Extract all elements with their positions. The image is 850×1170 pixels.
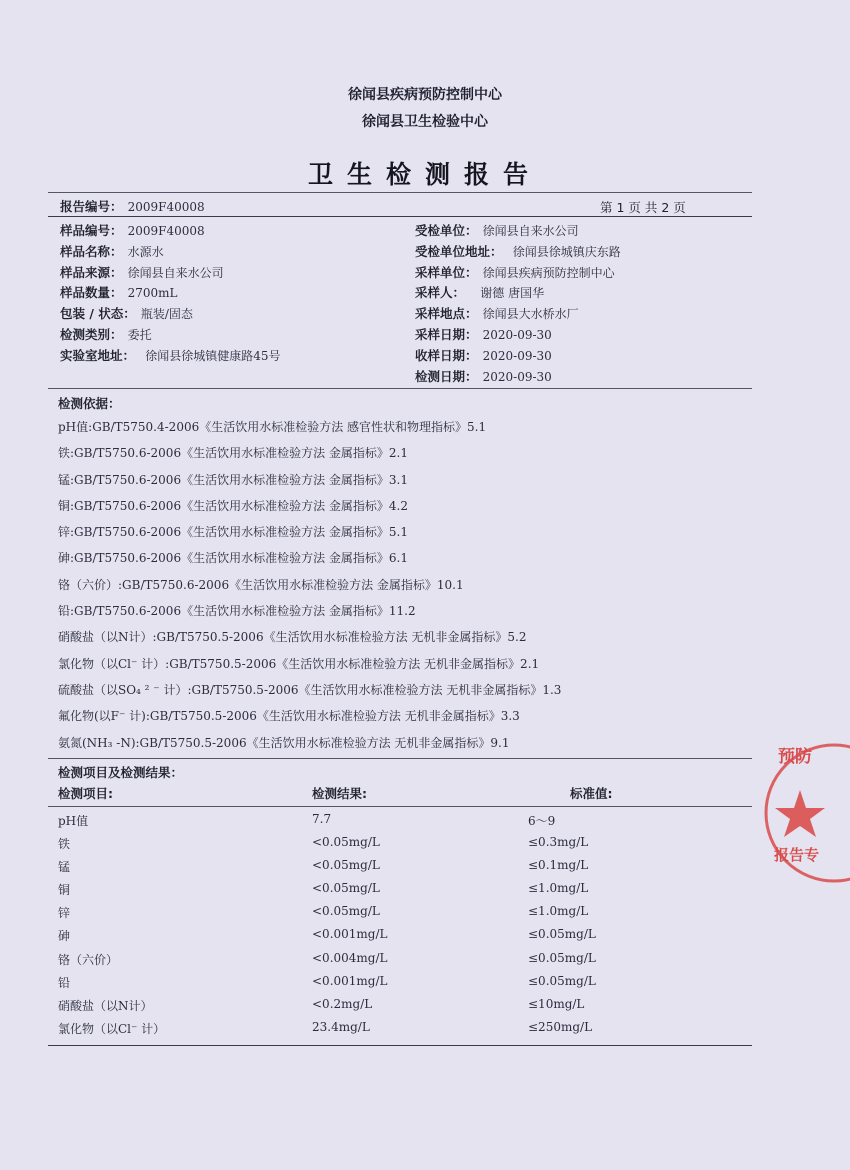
table-row: 锌 <0.05mg/L ≤1.0mg/L [58,904,589,921]
info-row: 样品名称： 水源水 [60,243,164,259]
table-row: 锰 <0.05mg/L ≤0.1mg/L [58,858,589,875]
top-rule [48,192,752,193]
info-row: 检测类别： 委托 [60,326,152,342]
col-header-item: 检测项目: [58,786,113,801]
info-row: 样品来源： 徐闻县自来水公司 [60,264,224,280]
table-row: 铅 <0.001mg/L ≤0.05mg/L [58,973,596,990]
report-number [60,196,205,215]
basis-title: 检测依据： [58,396,121,411]
official-seal-stamp [752,728,850,898]
report-number-label: 报告编号： [60,199,123,214]
results-header-rule [48,806,752,808]
info-row: 实验室地址： 徐闻县徐城镇健康路45号 [60,347,281,363]
results-title: 检测项目及检测结果： [58,765,184,780]
info-row: 采样日期： 2020-09-30 [415,326,552,342]
org-name-primary: 徐闻县疾病预防控制中心 [348,87,502,103]
basis-item: 氨氮(NH₃ -N):GB/T5750.5-2006《生活饮用水标准检验方法 无机非金属指标》9.1 [58,735,510,750]
table-row: 铬（六价） <0.004mg/L ≤0.05mg/L [58,950,596,967]
sample-info-left [60,220,280,366]
basis-item: 氯化物（以Cl⁻ 计）:GB/T5750.5-2006《生活饮用水标准检验方法 无机非金属指标》2.1 [58,656,540,671]
col-header-result: 检测结果: [312,786,367,801]
sample-info-right [415,220,621,386]
page-indicator: 第 1 页 共 2 页 [600,200,686,215]
table-row: pH值 7.7 6～9 [58,812,556,828]
bottom-rule [48,1045,752,1046]
results-table [58,784,758,1043]
table-row: 砷 <0.001mg/L ≤0.05mg/L [58,927,596,944]
table-row: 氯化物（以Cl⁻ 计） 23.4mg/L ≤250mg/L [58,1019,593,1036]
info-row: 受检单位： 徐闻县自来水公司 [415,223,579,238]
info-row: 检测日期： 2020-09-30 [415,368,552,384]
basis-item: 铬（六价）:GB/T5750.6-2006《生活饮用水标准检验方法 金属指标》10.1 [58,577,464,592]
report-number-value: 2009F40008 [127,200,205,214]
seal-star-icon [775,790,825,837]
basis-item: 锰:GB/T5750.6-2006《生活饮用水标准检验方法 金属指标》3.1 [58,472,408,487]
basis-item: 铁:GB/T5750.6-2006《生活饮用水标准检验方法 金属指标》2.1 [58,446,408,461]
basis-item: 氟化物(以F⁻ 计):GB/T5750.5-2006《生活饮用水标准检验方法 无机非金属指标》3.3 [58,709,520,724]
basis-item: 铜:GB/T5750.6-2006《生活饮用水标准检验方法 金属指标》4.2 [58,498,408,513]
report-title: 卫生检测报告 [307,160,542,189]
table-row: 铁 <0.05mg/L ≤0.3mg/L [58,835,589,852]
table-row: 铜 <0.05mg/L ≤1.0mg/L [58,881,589,898]
info-row: 样品数量： 2700mL [60,285,178,301]
col-header-standard: 标准值: [570,786,613,801]
basis-rule [48,388,752,389]
header-rule [48,216,752,217]
basis-item: 锌:GB/T5750.6-2006《生活饮用水标准检验方法 金属指标》5.1 [58,525,408,540]
info-row: 收样日期： 2020-09-30 [415,347,552,363]
basis-list [58,418,561,760]
org-name-secondary: 徐闻县卫生检验中心 [362,114,488,130]
seal-text-top: 预防 [778,747,812,767]
info-row: 采样单位： 徐闻县疾病预防控制中心 [415,264,615,280]
basis-item: 硝酸盐（以N计）:GB/T5750.5-2006《生活饮用水标准检验方法 无机非金属指标》5.2 [58,630,527,645]
basis-item: 铅:GB/T5750.6-2006《生活饮用水标准检验方法 金属指标》11.2 [58,604,416,619]
basis-item: pH值:GB/T5750.4-2006《生活饮用水标准检验方法 感官性状和物理指标》5.1 [58,420,487,434]
table-row: 硝酸盐（以N计） <0.2mg/L ≤10mg/L [58,996,585,1013]
info-row: 采样地点： 徐闻县大水桥水厂 [415,306,579,322]
basis-item: 硫酸盐（以SO₄ ² ⁻ 计）:GB/T5750.5-2006《生活饮用水标准检验方法 无机非金属指标》1.3 [58,682,562,697]
basis-item: 砷:GB/T5750.6-2006《生活饮用水标准检验方法 金属指标》6.1 [58,551,408,566]
info-row: 采样人： 谢德 唐国华 [415,285,545,301]
info-row: 受检单位地址： 徐闻县徐城镇庆东路 [415,243,621,259]
results-rule [48,758,752,759]
seal-text-bottom: 报告专 [774,846,820,864]
info-row: 样品编号： 2009F40008 [60,223,205,238]
info-row: 包装 / 状态： 瓶装/固态 [60,306,193,322]
results-header-row [58,784,758,805]
